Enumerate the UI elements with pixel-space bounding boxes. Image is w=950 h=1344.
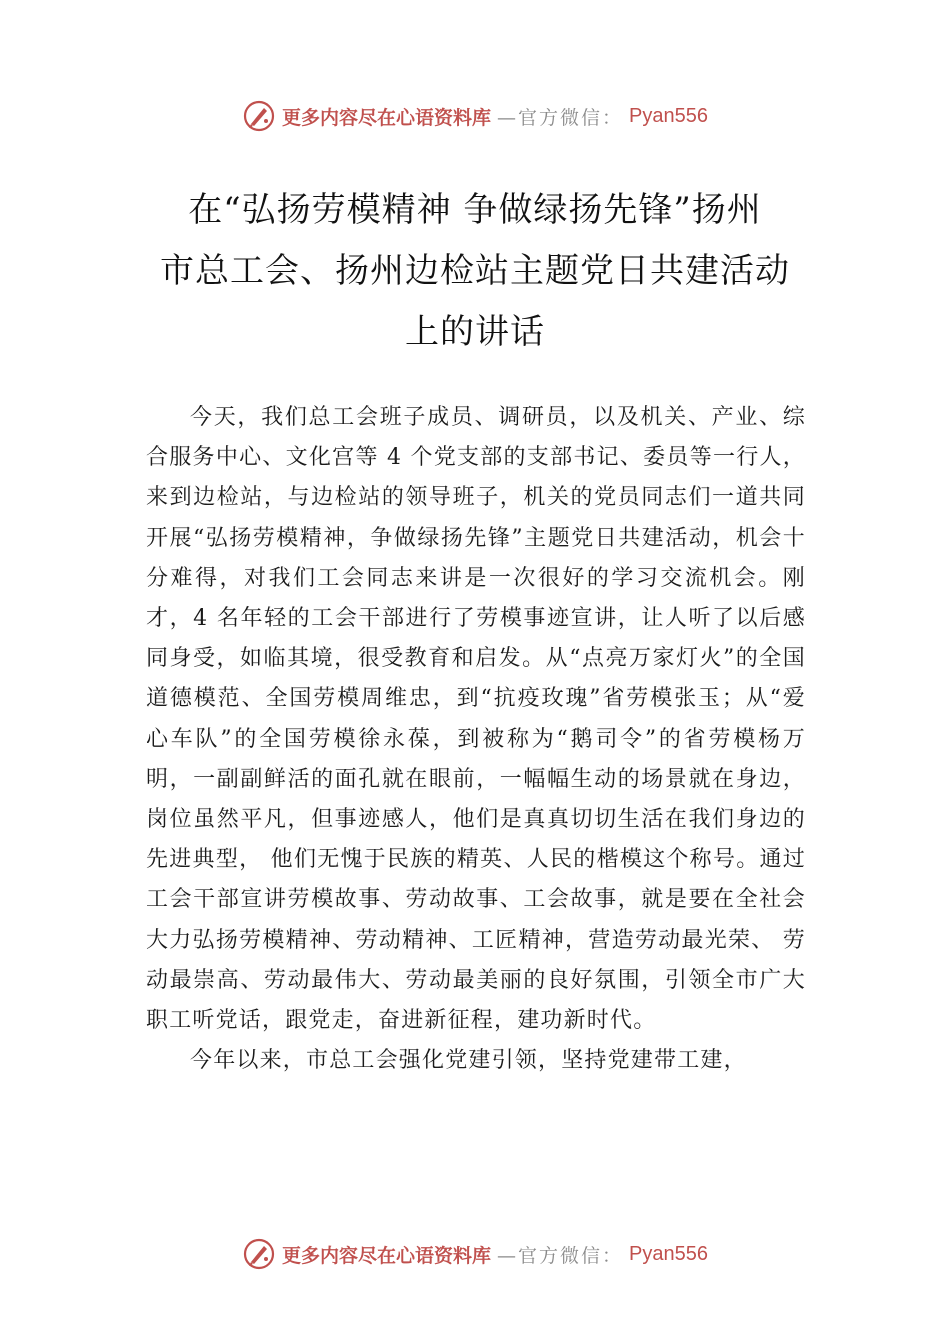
title-line: 市总工会、扬州边检站主题党日共建活动: [160, 251, 790, 291]
watermark-separator: —官方微信：: [497, 106, 624, 129]
watermark-text: 更多内容尽在心语资料库: [282, 1244, 492, 1267]
title-line: 在“弘扬劳模精神 争做绿扬先锋”扬州: [188, 190, 762, 230]
body-paragraph: 今天，我们总工会班子成员、调研员，以及机关、产业、综合服务中心、文化宫等 4 个党支部的支部书记、委员等一行人，来到边检站，与边检站的领导班子，机关的党员同志们一道共同开展“弘扬劳模精神，争做绿扬先锋”主题党日共建活动，机会十分难得，对我们工会同志来讲是一次很好的学习交流机会。刚才，4 名年轻的工会干部进行了劳模事迹宣讲，让人听了以后感同身受，如临其境，很受教育和启发。从“点亮万家灯火”的全国道德模范、全国劳模周维忠，到“抗疫玫瑰”省劳模张玉；从“爱心车队”的全国劳模徐永葆，到被称为“鹅司令”的省劳模杨万明，一副副鲜活的面孔就在眼前，一幅幅生动的场景就在身边，岗位虽然平凡，但事迹感人，他们是真真切切生活在我们身边的先进典型， 他们无愧于民族的精英、人民的楷模这个称号。通过工会干部宣讲劳模故事、劳动故事、工会故事，就是要在全社会大力弘扬劳模精神、劳动精神、工匠精神，营造劳动最光荣、 劳动最崇高、劳动最伟大、劳动最美丽的良好氛围，引领全市广大职工听党话，跟党走，奋进新征程，建功新时代。: [146, 405, 806, 1034]
watermark-id: Pyan556: [629, 104, 708, 127]
document-body: [146, 398, 806, 1081]
watermark-id: Pyan556: [629, 1242, 708, 1265]
pen-logo-icon: [242, 1237, 276, 1271]
body-paragraph: 今年以来，市总工会强化党建引领，坚持党建带工建，: [190, 1048, 747, 1074]
pen-logo-icon: [242, 99, 276, 133]
footer-watermark: [0, 1234, 950, 1274]
title-line: 上的讲话: [405, 312, 545, 352]
watermark-text: 更多内容尽在心语资料库: [282, 106, 492, 129]
document-title: [120, 180, 830, 363]
header-watermark: [0, 96, 950, 136]
watermark-separator: —官方微信：: [497, 1244, 624, 1267]
